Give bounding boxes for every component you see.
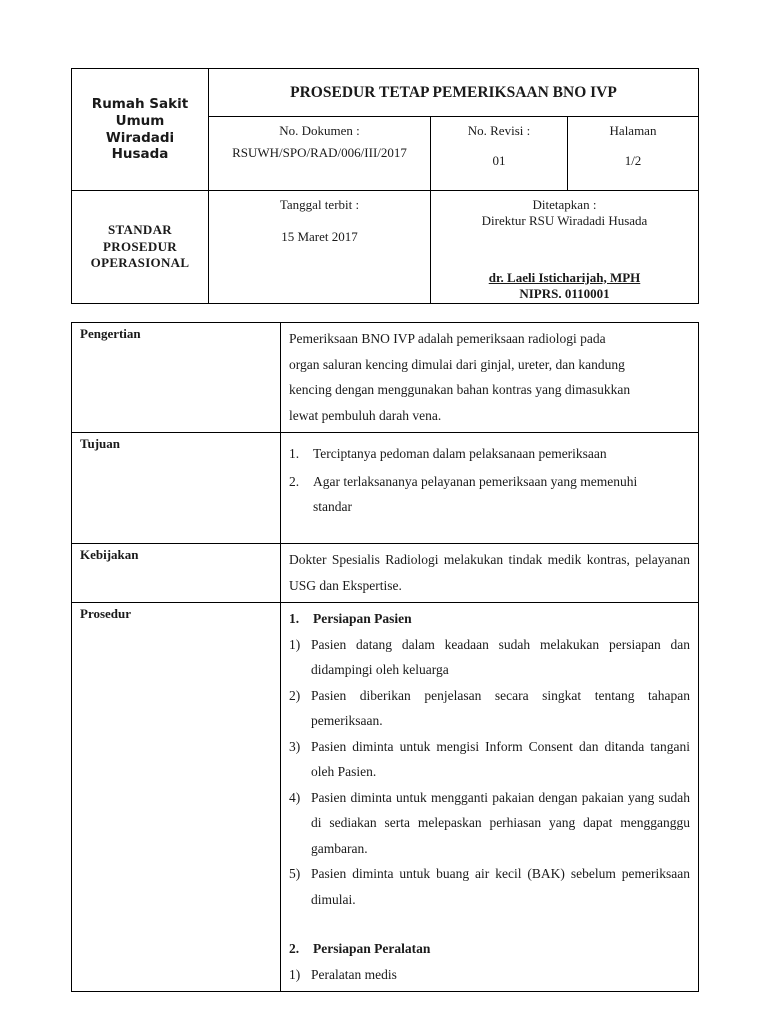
list-item-text: Terciptanya pedoman dalam pelaksanaan pemeriksaan [313,446,607,461]
list-item [289,632,690,683]
list-item-text: Agar terlaksananya pelayanan pemeriksaan yang memenuhi standar [313,473,638,514]
list-item [289,734,690,785]
hospital-name-line: Rumah Sakit [91,95,189,112]
sop-label-line: PROSEDUR [103,238,177,254]
list-item-text: Pasien datang dalam keadaan sudah melakukan persiapan dan didampingi oleh keluarga [311,636,690,677]
section-heading [289,936,690,962]
pengertian-line: lewat pembuluh darah vena. [289,407,442,423]
doc-number-label: No. Dokumen : [279,123,360,138]
hospital-name-cell [72,69,209,191]
revision-value: 01 [492,153,506,169]
prosedur-content [281,603,699,992]
list-marker: 1) [289,966,301,982]
approval-label: Ditetapkan : [532,197,597,212]
list-item [289,441,690,467]
section-title: Persiapan Peralatan [313,941,431,956]
hospital-name-line: Husada [111,146,169,163]
pengertian-line: organ saluran kencing dimulai dari ginjal, ureter, dan kandung [289,356,625,372]
revision-label: No. Revisi : [467,123,531,138]
kebijakan-label: Kebijakan [72,544,281,603]
sop-label-line: STANDAR [108,221,172,237]
sop-label-cell [72,191,209,304]
pengertian-line: Pemeriksaan BNO IVP adalah pemeriksaan radiologi pada [289,331,606,346]
list-marker: 2. [289,473,300,489]
list-item [289,469,690,520]
list-item [289,785,690,862]
pengertian-content [281,323,699,433]
list-marker: 1) [289,636,301,652]
issue-date-value: 15 Maret 2017 [281,229,358,245]
list-marker: 3) [289,738,301,754]
document-title: PROSEDUR TETAP PEMERIKSAAN BNO IVP [209,69,699,117]
page-cell [568,117,699,191]
section-heading [289,606,690,632]
list-item-text: Peralatan medis [311,966,397,982]
approved-by: Direktur RSU Wiradadi Husada [481,213,648,229]
procedure-body-table [71,322,699,992]
list-marker: 2) [289,687,301,703]
kebijakan-content: Dokter Spesialis Radiologi melakukan tindak medik kontras, pelayanan USG dan Ekspertise. [281,544,699,603]
list-item [289,962,690,988]
signer-name: dr. Laeli Isticharijah, MPH [488,269,641,285]
page-value: 1/2 [624,153,642,169]
section-marker: 1. [289,611,300,626]
list-marker: 1. [289,446,300,461]
tujuan-list [289,441,690,520]
section-marker: 2. [289,941,300,956]
tujuan-content [281,433,699,544]
list-item [289,683,690,734]
list-item [289,861,690,912]
hospital-name-line: Umum [115,112,165,129]
pengertian-line: kencing dengan menggunakan bahan kontras yang dimasukkan [289,382,631,397]
pengertian-label: Pengertian [72,323,281,433]
list-item-text: Pasien diminta untuk mengganti pakaian dengan pakaian yang sudah di sediakan serta melepaskan perhiasan yang dapat mengganggu gambaran. [311,789,690,856]
list-marker: 4) [289,789,301,805]
issue-date-cell [209,191,431,304]
doc-number-cell [209,117,431,191]
signer-id: NIPRS. 0110001 [519,285,610,301]
tujuan-label: Tujuan [72,433,281,544]
sop-label-line: OPERASIONAL [90,255,190,271]
list-item-text: Pasien diminta untuk mengisi Inform Consent dan ditanda tangani oleh Pasien. [311,738,690,779]
page-label: Halaman [609,123,657,138]
patient-prep-list [289,632,690,913]
section-title: Persiapan Pasien [313,611,412,626]
hospital-name-line: Wiradadi [105,129,175,146]
doc-number-value: RSUWH/SPO/RAD/006/III/2017 [232,145,407,161]
approval-cell [431,191,699,304]
issue-date-label: Tanggal terbit : [279,197,360,212]
equipment-prep-list [289,962,690,988]
list-marker: 5) [289,866,301,881]
document-header-table [71,68,699,304]
list-item-text: Pasien diberikan penjelasan secara singkat tentang tahapan pemeriksaan. [311,687,690,728]
revision-cell [431,117,568,191]
list-item-text: Pasien diminta untuk buang air kecil (BAK) sebelum pemeriksaan dimulai. [311,866,690,907]
prosedur-label: Prosedur [72,603,281,992]
